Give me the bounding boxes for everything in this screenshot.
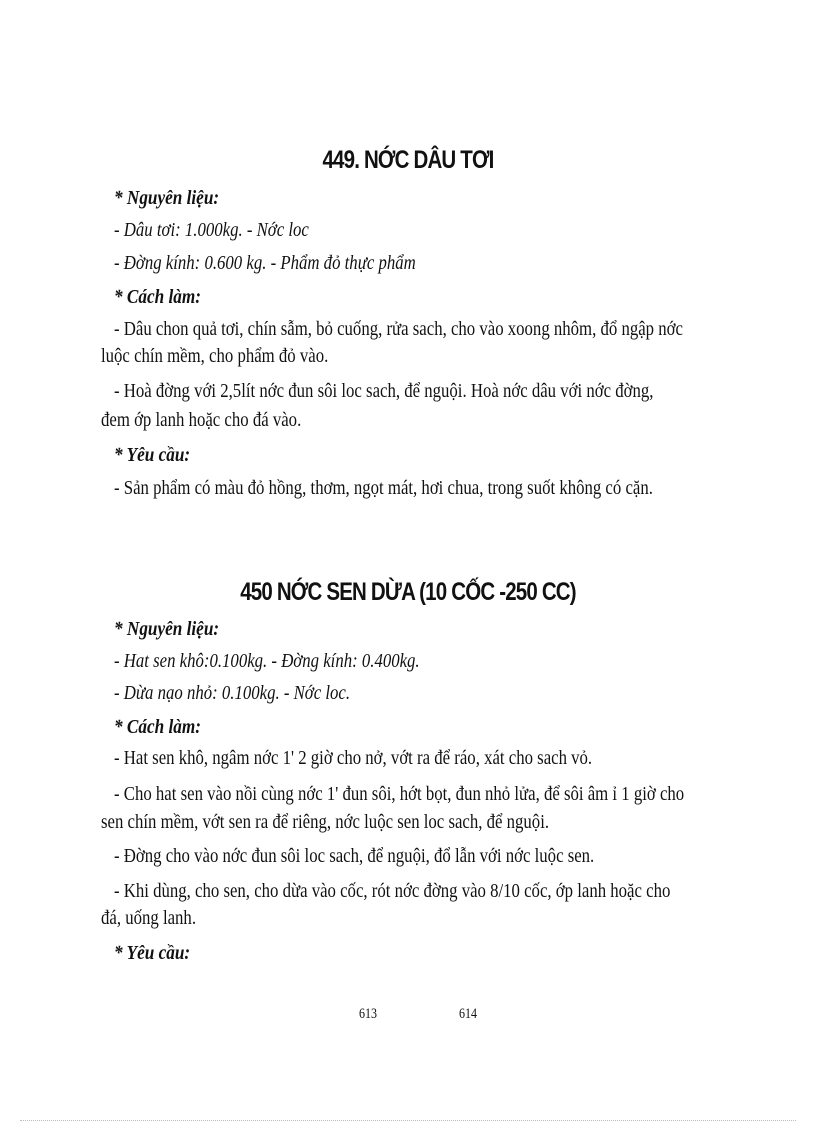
requirements-line: - Sản phẩm có màu đỏ hồng, thơm, ngọt mát, hơi chua, trong suốt không có cặn. [114, 478, 653, 499]
method-paragraph-line: - Đờng cho vào nớc đun sôi loc sach, để nguội, đổ lẫn với nớc luộc sen. [114, 846, 595, 867]
recipe-450-title: 450 NỚC SEN DỪA (10 CỐC -250 CC) [240, 578, 576, 606]
requirements-heading: * Yêu cầu: [114, 942, 191, 964]
ingredient-line: - Đờng kính: 0.600 kg. - Phẩm đỏ thực phẩm [114, 253, 416, 274]
ingredients-heading: * Nguyên liệu: [114, 187, 220, 209]
requirements-heading: * Yêu cầu: [114, 444, 191, 466]
method-paragraph-line: luộc chín mềm, cho phẩm đỏ vào. [101, 346, 329, 367]
method-heading: * Cách làm: [114, 286, 201, 308]
ingredient-line: - Dừa nạo nhỏ: 0.100kg. - Nớc loc. [114, 683, 351, 704]
method-paragraph-line: - Dâu chon quả tơi, chín sẫm, bỏ cuống, rửa sach, cho vào xoong nhôm, đổ ngập nớc [114, 319, 683, 340]
recipe-449-title: 449. NỚC DÂU TƠI [322, 146, 494, 174]
method-paragraph-line: đem ớp lanh hoặc cho đá vào. [101, 410, 302, 431]
ingredient-line: - Hat sen khô:0.100kg. - Đờng kính: 0.400kg. [114, 651, 420, 672]
method-paragraph-line: - Hat sen khô, ngâm nớc 1' 2 giờ cho nở, vớt ra để ráo, xát cho sach vỏ. [114, 748, 593, 769]
page-number-right: 614 [459, 1006, 477, 1022]
method-paragraph-line: sen chín mềm, vớt sen ra để riêng, nớc luộc sen loc sach, để nguội. [101, 812, 550, 833]
ingredient-line: - Dâu tơi: 1.000kg. - Nớc loc [114, 220, 309, 241]
method-heading: * Cách làm: [114, 716, 201, 738]
method-paragraph-line: đá, uống lanh. [101, 908, 197, 929]
method-paragraph-line: - Cho hat sen vào nồi cùng nớc 1' đun sôi, hớt bọt, đun nhỏ lửa, để sôi âm ỉ 1 giờ cho [114, 784, 685, 805]
bottom-dotted-divider [20, 1120, 796, 1121]
page-number-left: 613 [359, 1006, 377, 1022]
method-paragraph-line: - Khi dùng, cho sen, cho dừa vào cốc, rót nớc đờng vào 8/10 cốc, ớp lanh hoặc cho [114, 881, 671, 902]
ingredients-heading: * Nguyên liệu: [114, 618, 220, 640]
method-paragraph-line: - Hoà đờng với 2,5lít nớc đun sôi loc sach, để nguội. Hoà nớc dâu với nớc đờng, [114, 381, 654, 402]
